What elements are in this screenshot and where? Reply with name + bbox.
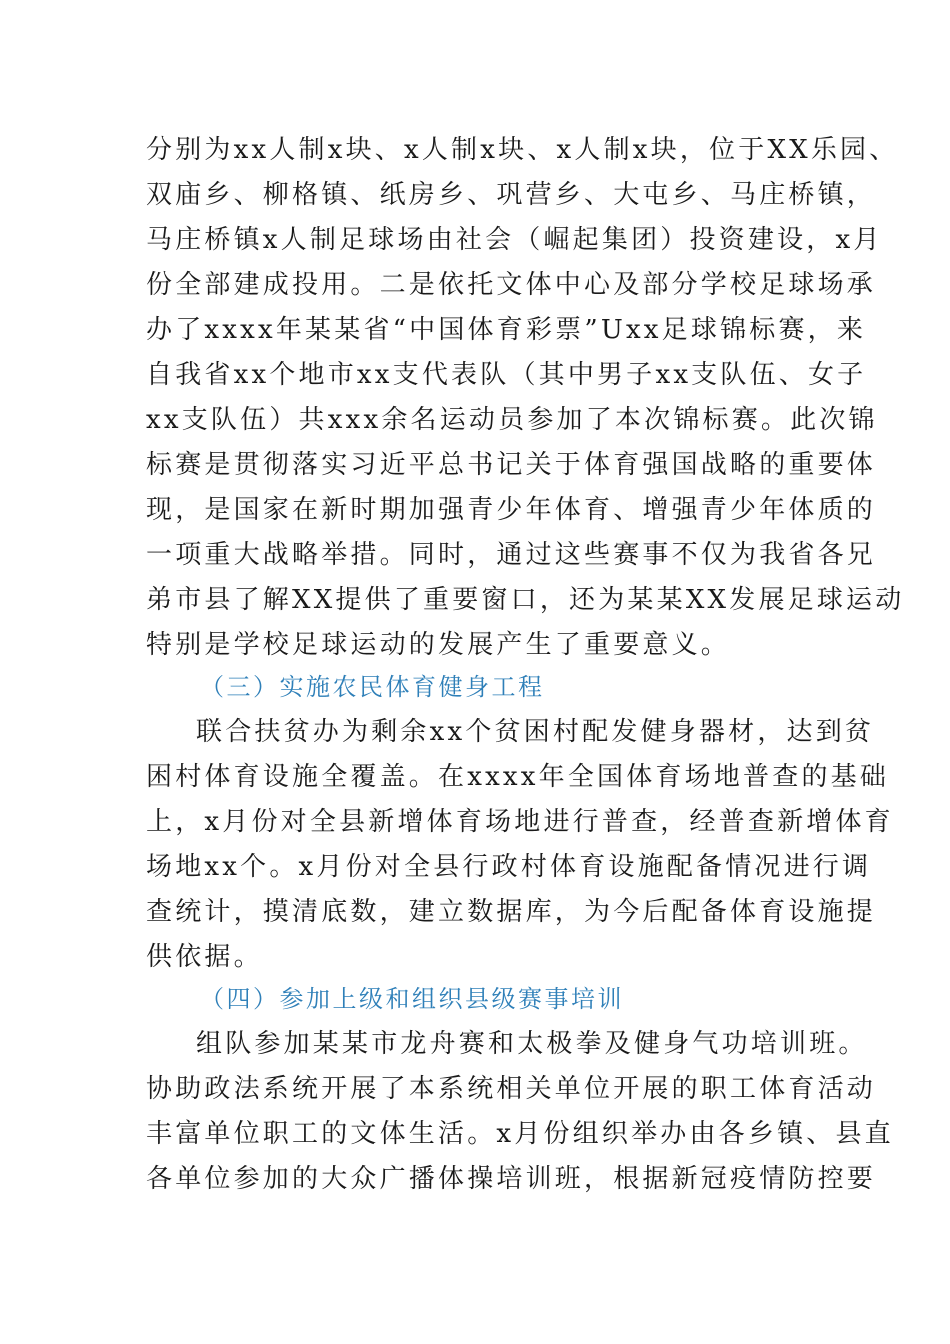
paragraph-line: 自我省xx个地市xx支代表队（其中男子xx支队伍、女子	[146, 360, 867, 390]
paragraph-line: 马庄桥镇x人制足球场由社会（崛起集团）投资建设，x月	[146, 225, 883, 255]
paragraph-line: 现，是国家在新时期加强青少年体育、增强青少年体质的	[146, 495, 877, 525]
paragraph-line: 一项重大战略举措。同时，通过这些赛事不仅为我省各兄	[146, 540, 877, 570]
paragraph-line: xx支队伍）共xxx余名运动员参加了本次锦标赛。此次锦	[146, 405, 878, 435]
paragraph-line: 场地xx个。x月份对全县行政村体育设施配备情况进行调	[146, 852, 872, 882]
paragraph-line: 上，x月份对全县新增体育场地进行普查，经普查新增体育	[146, 807, 894, 837]
section-heading-4: （四）参加上级和组织县级赛事培训	[200, 985, 624, 1013]
paragraph-line: 弟市县了解XX提供了重要窗口，还为某某XX发展足球运动	[146, 585, 905, 615]
paragraph-line: 双庙乡、柳格镇、纸房乡、巩营乡、大屯乡、马庄桥镇，	[146, 180, 877, 210]
paragraph-line: 分别为xx人制x块、x人制x块、x人制x块，位于XX乐园、	[146, 135, 899, 165]
paragraph-line: 份全部建成投用。二是依托文体中心及部分学校足球场承	[146, 270, 877, 300]
paragraph-line: 标赛是贯彻落实习近平总书记关于体育强国战略的重要体	[146, 450, 877, 480]
paragraph-line: 各单位参加的大众广播体操培训班，根据新冠疫情防控要	[146, 1164, 877, 1194]
paragraph-line: 供依据。	[146, 942, 263, 972]
paragraph-line: 组队参加某某市龙舟赛和太极拳及健身气功培训班。	[196, 1029, 868, 1059]
section-heading-3: （三）实施农民体育健身工程	[200, 673, 545, 701]
paragraph-line: 协助政法系统开展了本系统相关单位开展的职工体育活动	[146, 1074, 877, 1104]
paragraph-line: 丰富单位职工的文体生活。x月份组织举办由各乡镇、县直	[146, 1119, 894, 1149]
paragraph-line: 办了xxxx年某某省“中国体育彩票”Uxx足球锦标赛，来	[146, 315, 867, 345]
paragraph-line: 困村体育设施全覆盖。在xxxx年全国体育场地普查的基础	[146, 762, 890, 792]
paragraph-line: 联合扶贫办为剩余xx个贫困村配发健身器材，达到贫	[196, 717, 875, 747]
paragraph-line: 特别是学校足球运动的发展产生了重要意义。	[146, 630, 731, 660]
paragraph-line: 查统计，摸清底数，建立数据库，为今后配备体育设施提	[146, 897, 877, 927]
